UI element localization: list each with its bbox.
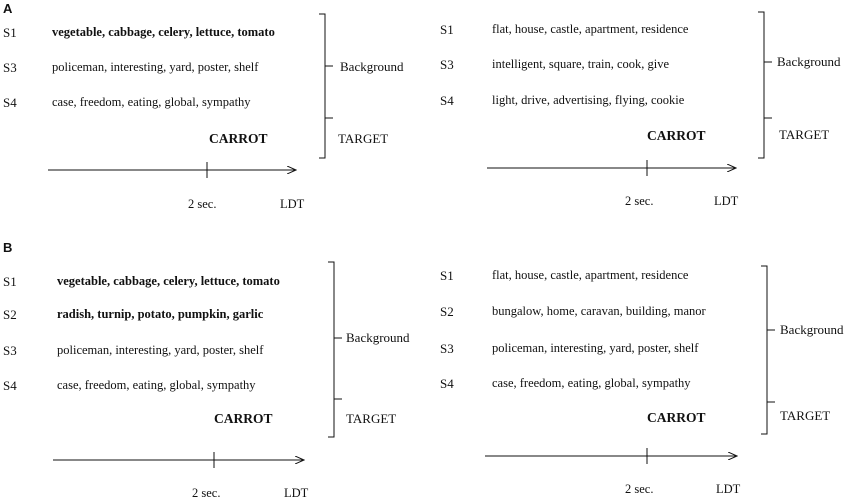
row-label: S3 (440, 57, 454, 72)
word-list: vegetable, cabbage, celery, lettuce, tomato (52, 25, 275, 39)
panel-letter-b: B (3, 240, 13, 255)
background-label: Background (780, 322, 844, 337)
row-label: S4 (3, 378, 17, 393)
word-list: bungalow, home, caravan, building, manor (492, 304, 706, 318)
target-label: TARGET (779, 127, 830, 142)
word-list: policeman, interesting, yard, poster, shelf (52, 60, 259, 74)
word-list: case, freedom, eating, global, sympathy (57, 378, 256, 392)
ldt-label: LDT (716, 482, 741, 496)
row-label: S1 (3, 274, 17, 289)
word-list: intelligent, square, train, cook, give (492, 57, 670, 71)
word-list: case, freedom, eating, global, sympathy (52, 95, 251, 109)
row-label: S3 (3, 343, 17, 358)
word-list: policeman, interesting, yard, poster, shelf (57, 343, 264, 357)
row-label: S1 (3, 25, 17, 40)
ldt-label: LDT (280, 197, 305, 211)
target-word: CARROT (209, 131, 268, 146)
timeline-b-right (485, 448, 737, 464)
word-list: flat, house, castle, apartment, residence (492, 268, 689, 282)
ldt-label: LDT (714, 194, 739, 208)
bracket-a-left (319, 14, 333, 158)
word-list: radish, turnip, potato, pumpkin, garlic (57, 307, 264, 321)
timeline-a-left (48, 162, 296, 178)
word-list: policeman, interesting, yard, poster, shelf (492, 341, 699, 355)
row-label: S1 (440, 22, 454, 37)
row-label: S3 (3, 60, 17, 75)
row-label: S2 (3, 307, 17, 322)
panel-letter-a: A (3, 1, 13, 16)
bracket-b-right (761, 266, 775, 434)
bracket-b-left (328, 262, 342, 437)
row-label: S4 (440, 93, 454, 108)
word-list: case, freedom, eating, global, sympathy (492, 376, 691, 390)
time-label: 2 sec. (625, 482, 654, 496)
timeline-a-right (487, 160, 736, 176)
row-label: S2 (440, 304, 454, 319)
row-label: S4 (440, 376, 454, 391)
target-label: TARGET (346, 411, 397, 426)
word-list: vegetable, cabbage, celery, lettuce, tomato (57, 274, 280, 288)
ldt-label: LDT (284, 486, 309, 500)
background-label: Background (340, 59, 404, 74)
time-label: 2 sec. (625, 194, 654, 208)
word-list: light, drive, advertising, flying, cookie (492, 93, 685, 107)
background-label: Background (346, 330, 410, 345)
target-label: TARGET (338, 131, 389, 146)
row-label: S4 (3, 95, 17, 110)
background-label: Background (777, 54, 841, 69)
target-label: TARGET (780, 408, 831, 423)
bracket-a-right (758, 12, 772, 158)
target-word: CARROT (647, 410, 706, 425)
timeline-b-left (53, 452, 304, 468)
row-label: S3 (440, 341, 454, 356)
target-word: CARROT (647, 128, 706, 143)
target-word: CARROT (214, 411, 273, 426)
time-label: 2 sec. (188, 197, 217, 211)
time-label: 2 sec. (192, 486, 221, 500)
row-label: S1 (440, 268, 454, 283)
word-list: flat, house, castle, apartment, residence (492, 22, 689, 36)
